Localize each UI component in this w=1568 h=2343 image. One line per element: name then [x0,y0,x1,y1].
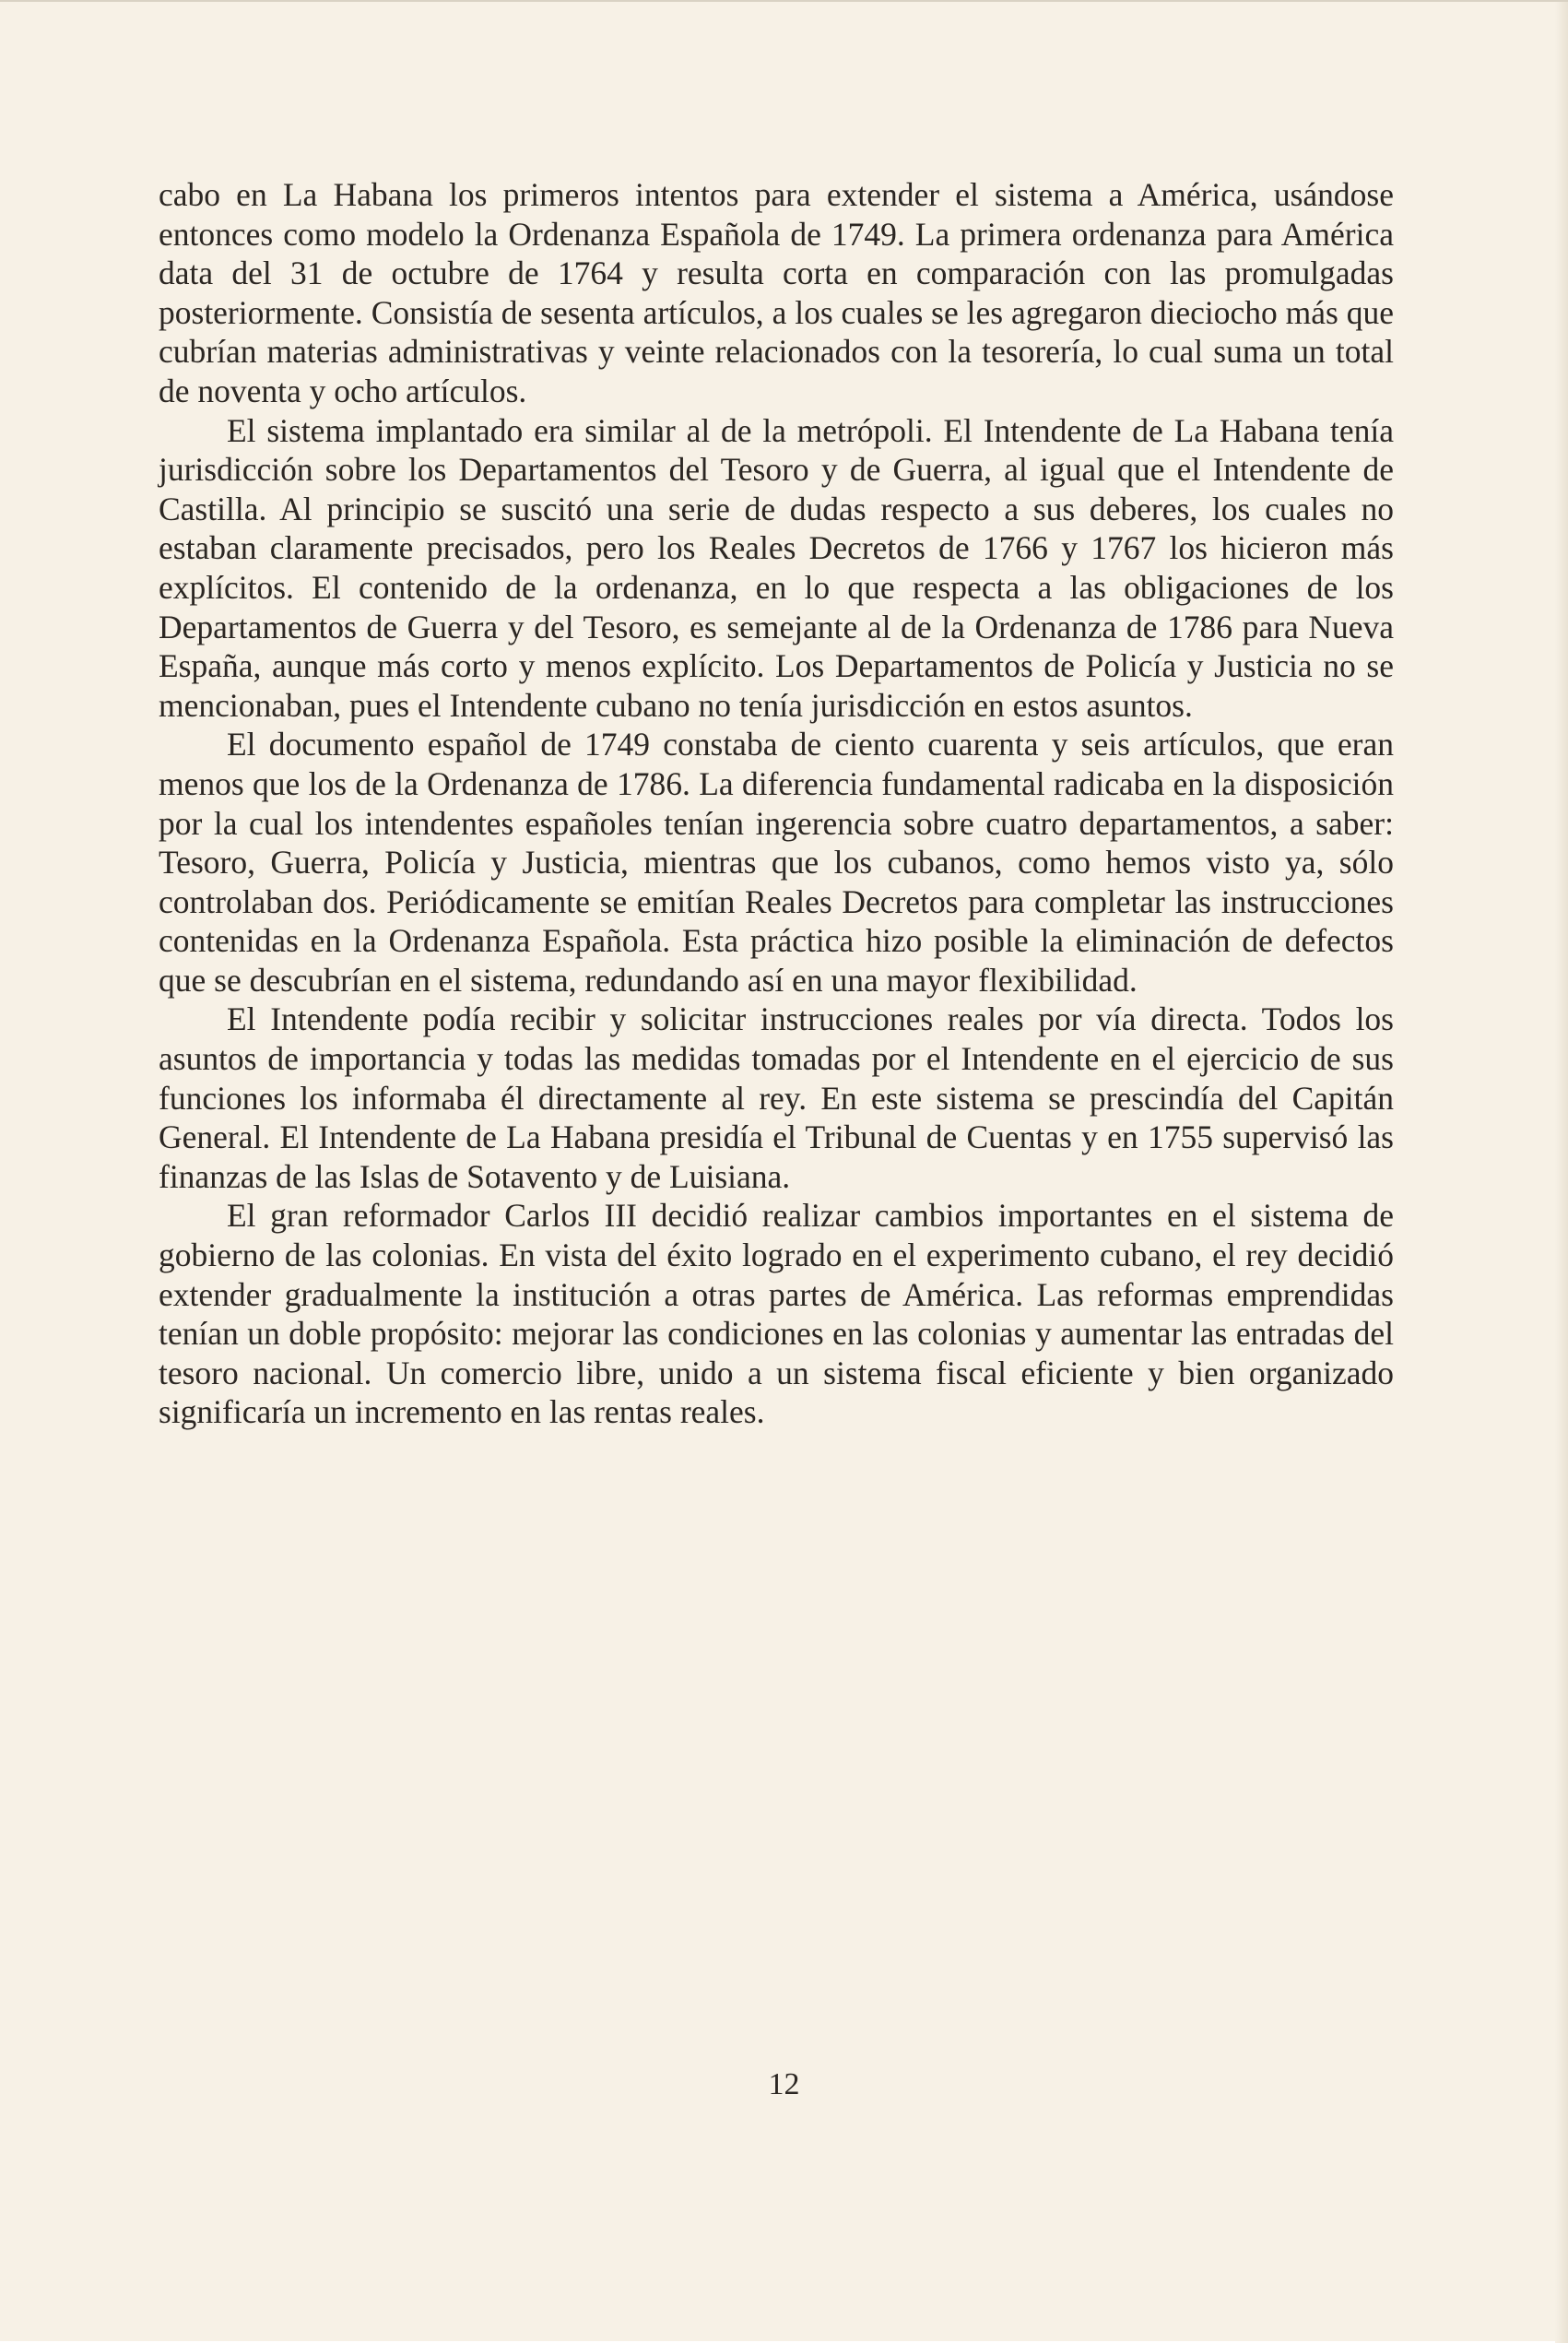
paragraph-4: El Intendente podía recibir y solicitar instrucciones reales por vía directa. Todos los asuntos de importancia y todas las medidas tomadas por el Intendente en el ejercicio de sus funciones los informaba él directamente al rey. En este sistema se prescindía del Capitán General. El Intendente de La Habana presidía el Tribunal de Cuentas y en 1755 supervisó las finanzas de las Islas de Sotavento y de Luisiana. [159,1000,1394,1195]
page-edge-shadow [1555,2,1568,2343]
paragraph-1: cabo en La Habana los primeros intentos para extender el sistema a América, usándose entonces como modelo la Ordenanza Española de 1749. La primera ordenanza para América data del 31 de octubre de 1764 y resulta corta en comparación con las promulgadas posteriormente. Consistía de sesenta artículos, a los cuales se les agregaron dieciocho más que cubrían materias administrativas y veinte relacionados con la tesorería, lo cual suma un total de noventa y ocho artículos. [159,176,1394,409]
body-text [159,175,1394,1432]
page-number: 12 [768,2067,800,2101]
paragraph-5: El gran reformador Carlos III decidió realizar cambios importantes en el sistema de gobierno de las colonias. En vista del éxito logrado en el experimento cubano, el rey decidió extender gradualmente la institución a otras partes de América. Las reformas emprendidas tenían un doble propósito: mejorar las condiciones en las colonias y aumentar las entradas del tesoro nacional. Un comercio libre, unido a un sistema fiscal eficiente y bien organizado significaría un incremento en las rentas reales. [159,1197,1394,1431]
paragraph-2: El sistema implantado era similar al de la metrópoli. El Intendente de La Habana tenía jurisdicción sobre los Departamentos del Tesoro y de Guerra, al igual que el Intendente de Castilla. Al principio se suscitó una serie de dudas respecto a sus deberes, los cuales no estaban claramente precisados, pero los Reales Decretos de 1766 y 1767 los hicieron más explícitos. El contenido de la ordenanza, en lo que respecta a las obligaciones de los Departamentos de Guerra y del Tesoro, es semejante al de la Ordenanza de 1786 para Nueva España, aunque más corto y menos explícito. Los Departamentos de Policía y Justicia no se mencionaban, pues el Intendente cubano no tenía jurisdicción en estos asuntos. [159,411,1394,724]
paragraph-3: El documento español de 1749 constaba de ciento cuarenta y seis artículos, que eran menos que los de la Ordenanza de 1786. La diferencia fundamental radicaba en la disposición por la cual los intendentes españoles tenían ingerencia sobre cuatro departamentos, a saber: Tesoro, Guerra, Policía y Justicia, mientras que los cubanos, como hemos visto ya, sólo controlaban dos. Periódicamente se emitían Reales Decretos para completar las instrucciones contenidas en la Ordenanza Española. Esta práctica hizo posible la eliminación de defectos que se descubrían en el sistema, redundando así en una mayor flexibilidad. [159,726,1394,999]
